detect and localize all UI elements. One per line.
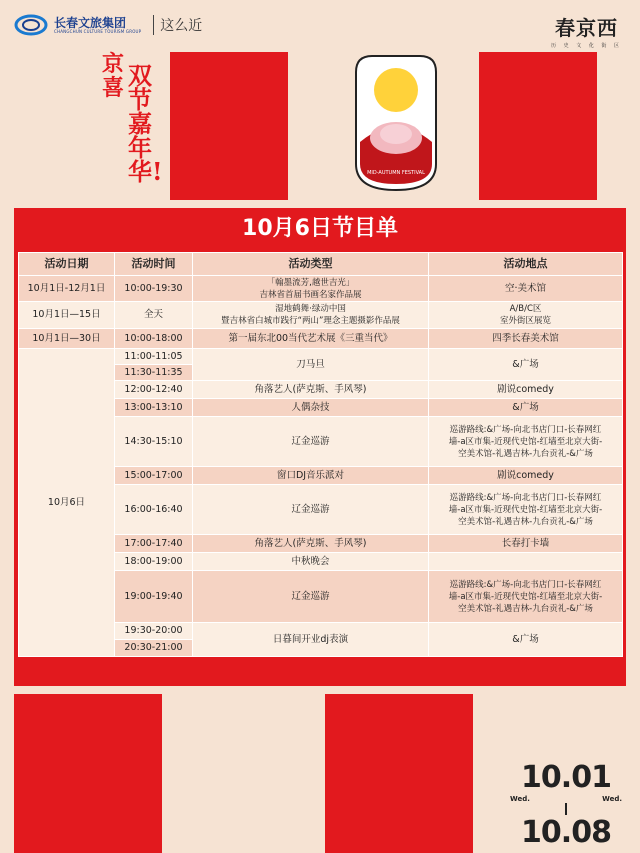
table-row	[19, 329, 623, 349]
start-weekday: Wed.	[510, 795, 530, 803]
cell-time: 12:00-12:40	[115, 381, 193, 399]
schedule-panel	[14, 208, 626, 686]
cell-place: &广场	[429, 399, 623, 417]
right-logo	[551, 12, 622, 49]
cell-place-line: 空美术馆-礼遇吉林-九台贡礼-&广场	[458, 448, 593, 459]
cell-type-line: 吉林省首届书画名家作品展	[259, 289, 362, 300]
column-header-type: 活动类型	[193, 253, 429, 276]
cell-type	[193, 276, 429, 302]
cell-place-line: 墙-a区市集-近现代史馆-红墙至北京大街-	[448, 504, 603, 515]
slogan-festival: 双节嘉年华!	[128, 61, 163, 186]
cell-date: 10月1日—15日	[19, 302, 115, 329]
cell-time: 10:00-19:30	[115, 276, 193, 302]
cell-place-line: 室外街区展览	[499, 316, 551, 326]
table-row	[19, 276, 623, 302]
cell-place: 剧说comedy	[429, 381, 623, 399]
cell-place: 长春打卡墙	[429, 535, 623, 553]
cell-place: &广场	[429, 349, 623, 381]
cell-date: 10月1日—30日	[19, 329, 115, 349]
cell-time: 11:00-11:05	[115, 349, 193, 365]
cell-time: 20:30-21:00	[115, 640, 193, 657]
cell-time: 16:00-16:40	[115, 485, 193, 535]
schedule-table	[18, 252, 623, 657]
schedule-title: 10月6日节目单	[242, 216, 398, 241]
cell-place-line: A/B/C区	[509, 304, 542, 314]
badge-text: MID-AUTUMN FESTIVAL	[367, 170, 425, 176]
end-date: 10.08	[521, 815, 611, 850]
brand-group	[14, 14, 202, 36]
event-date-range	[506, 760, 626, 850]
cell-place-line: 巡游路线:&广场-向北书店门口-长春网红	[449, 579, 602, 590]
cell-place	[429, 417, 623, 467]
brand2-logo: 这么近	[160, 18, 203, 34]
cell-place	[429, 553, 623, 571]
cell-time: 15:00-17:00	[115, 467, 193, 485]
cell-place-line: 墙-a区市集-近现代史馆-红墙至北京大街-	[448, 591, 603, 602]
cell-time: 10:00-18:00	[115, 329, 193, 349]
weekday-row	[506, 795, 626, 803]
brand-sub: CHANGCHUN CULTURE TOURISM GROUP	[54, 28, 142, 34]
cell-type: 日暮间开业dj表演	[193, 623, 429, 657]
cell-place: 剧说comedy	[429, 467, 623, 485]
cell-place	[429, 571, 623, 623]
brand-divider	[153, 15, 154, 35]
cell-time: 17:00-17:40	[115, 535, 193, 553]
cell-type: 角落艺人(萨克斯、手风琴)	[193, 535, 429, 553]
cell-type-line: 湿地鹤舞·绿动中国	[275, 304, 346, 314]
cell-type: 人偶杂技	[193, 399, 429, 417]
column-header-place: 活动地点	[429, 253, 623, 276]
cell-type-line: 暨吉林省白城市践行“两山”理念主题摄影作品展	[221, 316, 400, 326]
cell-type: 中秋晚会	[193, 553, 429, 571]
cell-type: 角落艺人(萨克斯、手风琴)	[193, 381, 429, 399]
cell-time: 13:00-13:10	[115, 399, 193, 417]
bottom-red-block-left	[14, 694, 162, 853]
top-red-block-left	[170, 52, 288, 200]
column-header-time: 活动时间	[115, 253, 193, 276]
cell-time: 14:30-15:10	[115, 417, 193, 467]
column-header-date: 活动日期	[19, 253, 115, 276]
cell-place	[429, 485, 623, 535]
cell-type: 辽金巡游	[193, 485, 429, 535]
cell-type: 辽金巡游	[193, 417, 429, 467]
cell-type: 刀马旦	[193, 349, 429, 381]
cell-place: 四季长春美术馆	[429, 329, 623, 349]
cell-time: 19:00-19:40	[115, 571, 193, 623]
end-weekday: Wed.	[602, 795, 622, 803]
cell-time: 11:30-11:35	[115, 365, 193, 381]
table-row	[19, 349, 623, 365]
table-row	[19, 302, 623, 329]
cell-place-line: 空美术馆-礼遇吉林-九台贡礼-&广场	[458, 516, 593, 527]
start-date: 10.01	[521, 760, 611, 795]
cell-type: 辽金巡游	[193, 571, 429, 623]
cell-type-line: 「翰墨流芳,越世吉光」	[266, 277, 355, 288]
cell-place: &广场	[429, 623, 623, 657]
cell-type	[193, 302, 429, 329]
date-separator	[565, 803, 567, 815]
brand-logo-icon	[14, 14, 48, 36]
table-header-row	[19, 253, 623, 276]
cell-place-line: 巡游路线:&广场-向北书店门口-长春网红	[449, 424, 602, 435]
cell-place	[429, 302, 623, 329]
cell-date: 10月1日-12月1日	[19, 276, 115, 302]
cell-place-line: 巡游路线:&广场-向北书店门口-长春网红	[449, 492, 602, 503]
cell-time: 全天	[115, 302, 193, 329]
bottom-red-block-center	[325, 694, 473, 853]
cell-date: 10月6日	[19, 349, 115, 657]
cell-place-line: 空美术馆-礼遇吉林-九台贡礼-&广场	[458, 603, 593, 614]
cell-time: 18:00-19:00	[115, 553, 193, 571]
top-red-block-right	[479, 52, 597, 200]
cell-time: 19:30-20:00	[115, 623, 193, 640]
slogan-jingxi: 京喜	[102, 51, 125, 101]
cell-place-line: 墙-a区市集-近现代史馆-红墙至北京大街-	[448, 436, 603, 447]
cell-place: 空·美术馆	[429, 276, 623, 302]
right-logo-main: 春京西	[555, 16, 619, 40]
cell-type: 第一届东北00当代艺术展《三重当代》	[193, 329, 429, 349]
cell-type: 窗口DJ音乐派对	[193, 467, 429, 485]
right-logo-sub: 历 史 文 化 街 区	[551, 43, 622, 49]
brand-name: 长春文旅集团	[54, 15, 127, 30]
mooncake-badge-icon	[350, 52, 442, 194]
